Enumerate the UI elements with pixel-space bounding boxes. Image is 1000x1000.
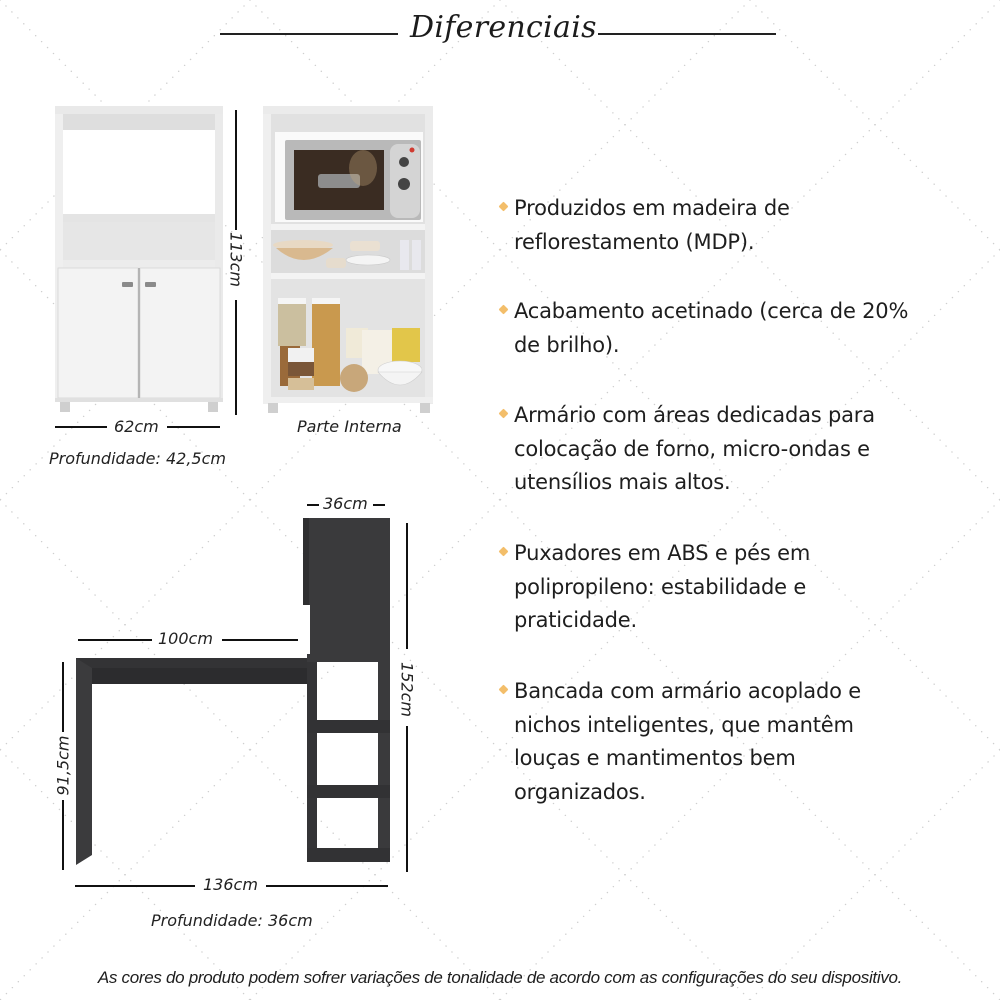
desk-width-label: 100cm xyxy=(158,629,213,648)
height-dimension-line-bottom xyxy=(235,300,237,415)
cabinet-height-label: 113cm xyxy=(226,232,246,287)
microwave-icon xyxy=(285,140,421,220)
title-rule-left xyxy=(220,33,398,35)
total-width-line-right xyxy=(266,885,388,887)
desk-height-line-bottom xyxy=(62,800,64,870)
feature-text: Produzidos em madeira de reflorestamento (MDP). xyxy=(514,196,790,254)
header xyxy=(220,6,780,50)
total-width-line-left xyxy=(75,885,195,887)
top-width-line-right xyxy=(373,504,385,506)
page-title: Diferenciais xyxy=(410,10,597,45)
width-dimension-line-left xyxy=(55,426,107,428)
feature-text: Armário com áreas dedicadas para colocação de forno, micro-ondas e utensílios mais altos. xyxy=(514,403,875,494)
desk-depth-label: Profundidade: 36cm xyxy=(151,911,313,930)
cabinet-width-label: 62cm xyxy=(114,417,159,436)
color-disclaimer: As cores do produto podem sofrer variações de tonalidade de acordo com as configurações do seu dispositivo. xyxy=(97,968,903,987)
height-dimension-line-top xyxy=(235,110,237,230)
interior-caption: Parte Interna xyxy=(297,417,402,436)
total-height-line-bottom xyxy=(406,726,408,872)
width-dimension-line-right xyxy=(167,426,220,428)
white-cabinet-illustration xyxy=(50,100,250,420)
title-rule-right xyxy=(598,33,776,35)
total-width-label: 136cm xyxy=(203,875,258,894)
feature-text: Puxadores em ABS e pés em polipropileno: estabilidade e praticidade. xyxy=(514,541,811,632)
feature-text: Bancada com armário acoplado e nichos inteligentes, que mantêm louças e mantimentos bem organizados. xyxy=(514,679,861,804)
top-width-line-left xyxy=(307,504,319,506)
total-height-line-top xyxy=(406,523,408,649)
feature-text: Acabamento acetinado (cerca de 20% de brilho). xyxy=(514,299,909,357)
total-height-label: 152cm xyxy=(397,662,417,717)
desk-width-line-right xyxy=(222,639,298,641)
desk-height-line-top xyxy=(62,662,64,732)
cabinet-depth-label: Profundidade: 42,5cm xyxy=(49,449,226,468)
desk-height-label: 91,5cm xyxy=(53,735,73,796)
desk-illustration xyxy=(70,510,400,875)
top-width-label: 36cm xyxy=(323,494,368,513)
interior-cabinet-illustration xyxy=(258,100,448,420)
desk-width-line-left xyxy=(78,639,152,641)
